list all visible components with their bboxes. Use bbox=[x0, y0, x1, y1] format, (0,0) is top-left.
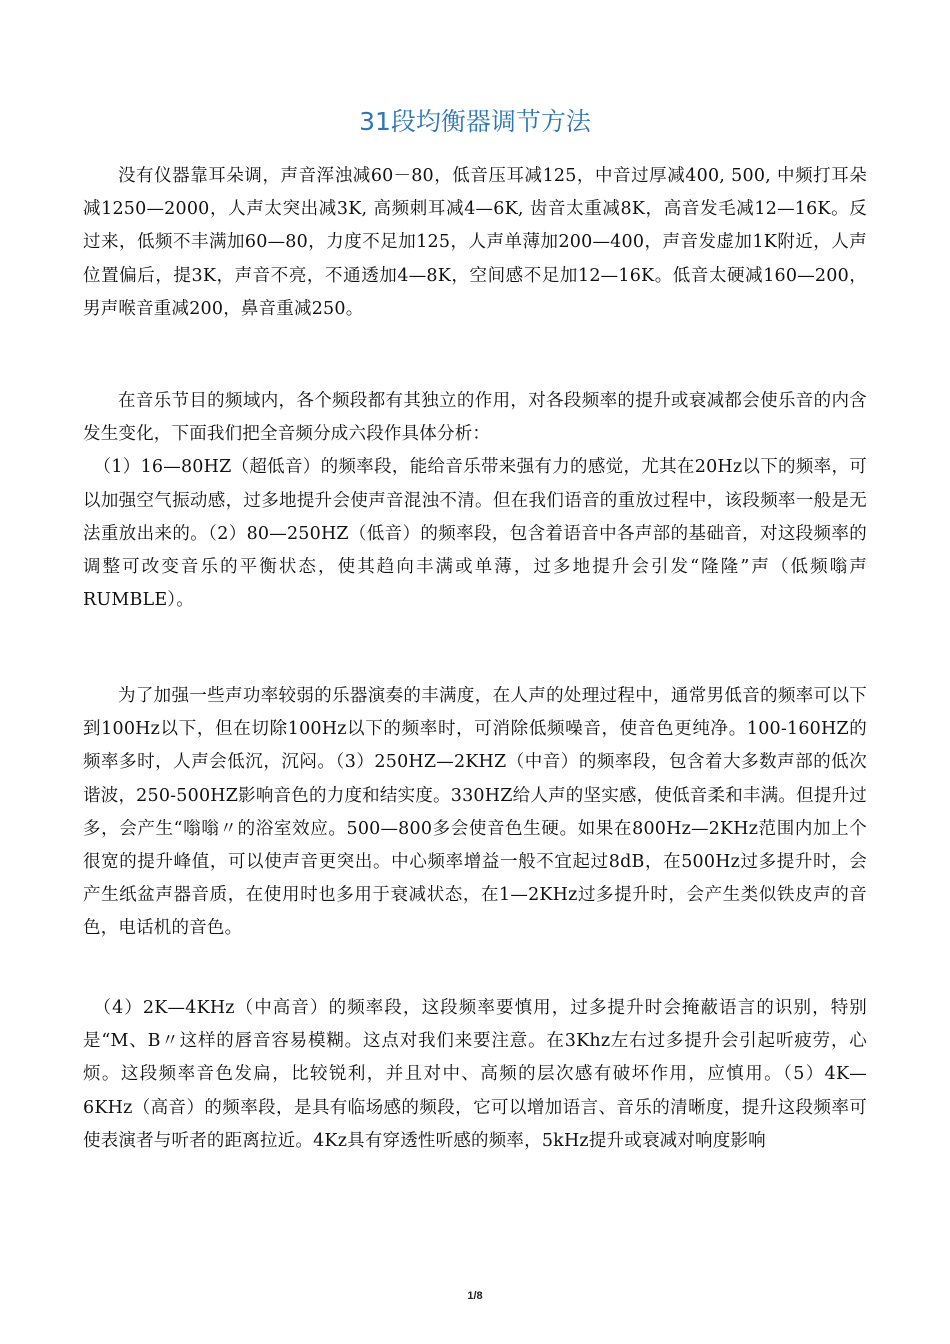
paragraph-5: （4）2K—4KHz（中高音）的频率段，这段频率要慎用，过多提升时会掩蔽语言的识别，特别是“M、B〃这样的唇音容易模糊。这点对我们来要注意。在3Khz左右过多提升会引起听疲劳，心烦。这段频率音色发扁，比较锐利，并且对中、高频的层次感有破坏作用，应慎用。（5）4K—6KHz（高音）的频率段，是具有临场感的频段，它可以增加语言、音乐的清晰度，提升这段频率可使表演者与听者的距离拉近。4Kz具有穿透性听感的频率，5kHz提升或衰减对响度影响 bbox=[83, 998, 867, 1151]
paragraph-2: 在音乐节目的频域内，各个频段都有其独立的作用，对各段频率的提升或衰减都会使乐音的内含发生变化，下面我们把全音频分成六段作具体分析： bbox=[83, 391, 867, 445]
paragraph-3: （1）16—80HZ（超低音）的频率段，能给音乐带来强有力的感觉，尤其在20Hz以下的频率，可以加强空气振动感，过多地提升会使声音混浊不清。但在我们语音的重放过程中，该段频率一般是无法重放出来的。（2）80—250HZ（低音）的频率段，包含着语音中各声部的基础音，对这段频率的调整可改变音乐的平衡状态，使其趋向丰满或单薄，过多地提升会引发“隆隆”声（低频嗡声RUMBLE）。 bbox=[83, 457, 867, 611]
paragraph-4: 为了加强一些声功率较弱的乐器演奏的丰满度，在人声的处理过程中，通常男低音的频率可以下到100Hz以下，但在切除100Hz以下的频率时，可消除低频噪音，使音色更纯净。100-160HZ的频率多时，人声会低沉，沉闷。（3）250HZ—2KHZ（中音）的频率段，包含着大多数声部的低次谐波，250-500HZ影响音色的力度和结实度。330HZ给人声的坚实感，使低音柔和丰满。但提升过多，会产生“嗡嗡〃的浴室效应。500—800多会使音色生硬。如果在800Hz—2KHz范围内加上个很宽的提升峰值，可以使声音更突出。中心频率增益一般不宜起过8dB，在500Hz过多提升时，会产生纸盆声器音质，在使用时也多用于衰减状态，在1—2KHz过多提升时，会产生类似铁皮声的音色，电话机的音色。 bbox=[83, 686, 867, 939]
paragraph-1: 没有仪器靠耳朵调，声音浑浊减60－80，低音压耳减125，中音过厚减400, 500, 中频打耳朵减1250—2000，人声太突出减3K, 高频刺耳减4—6K, 齿音太重减8K，高音发毛减12—16K。反过来，低频不丰满加60—80，力度不足加125，人声单薄加200—400，声音发虚加1K附近，人声位置偏后，提3K，声音不亮，不通透加4—8K，空间感不足加12—16K。低音太硬减160—200，男声喉音重减200，鼻音重减250。 bbox=[83, 166, 867, 319]
document-title: 31段均衡器调节方法 bbox=[359, 107, 591, 136]
section-intro bbox=[83, 385, 867, 617]
page-number: 1/8 bbox=[467, 1290, 483, 1302]
